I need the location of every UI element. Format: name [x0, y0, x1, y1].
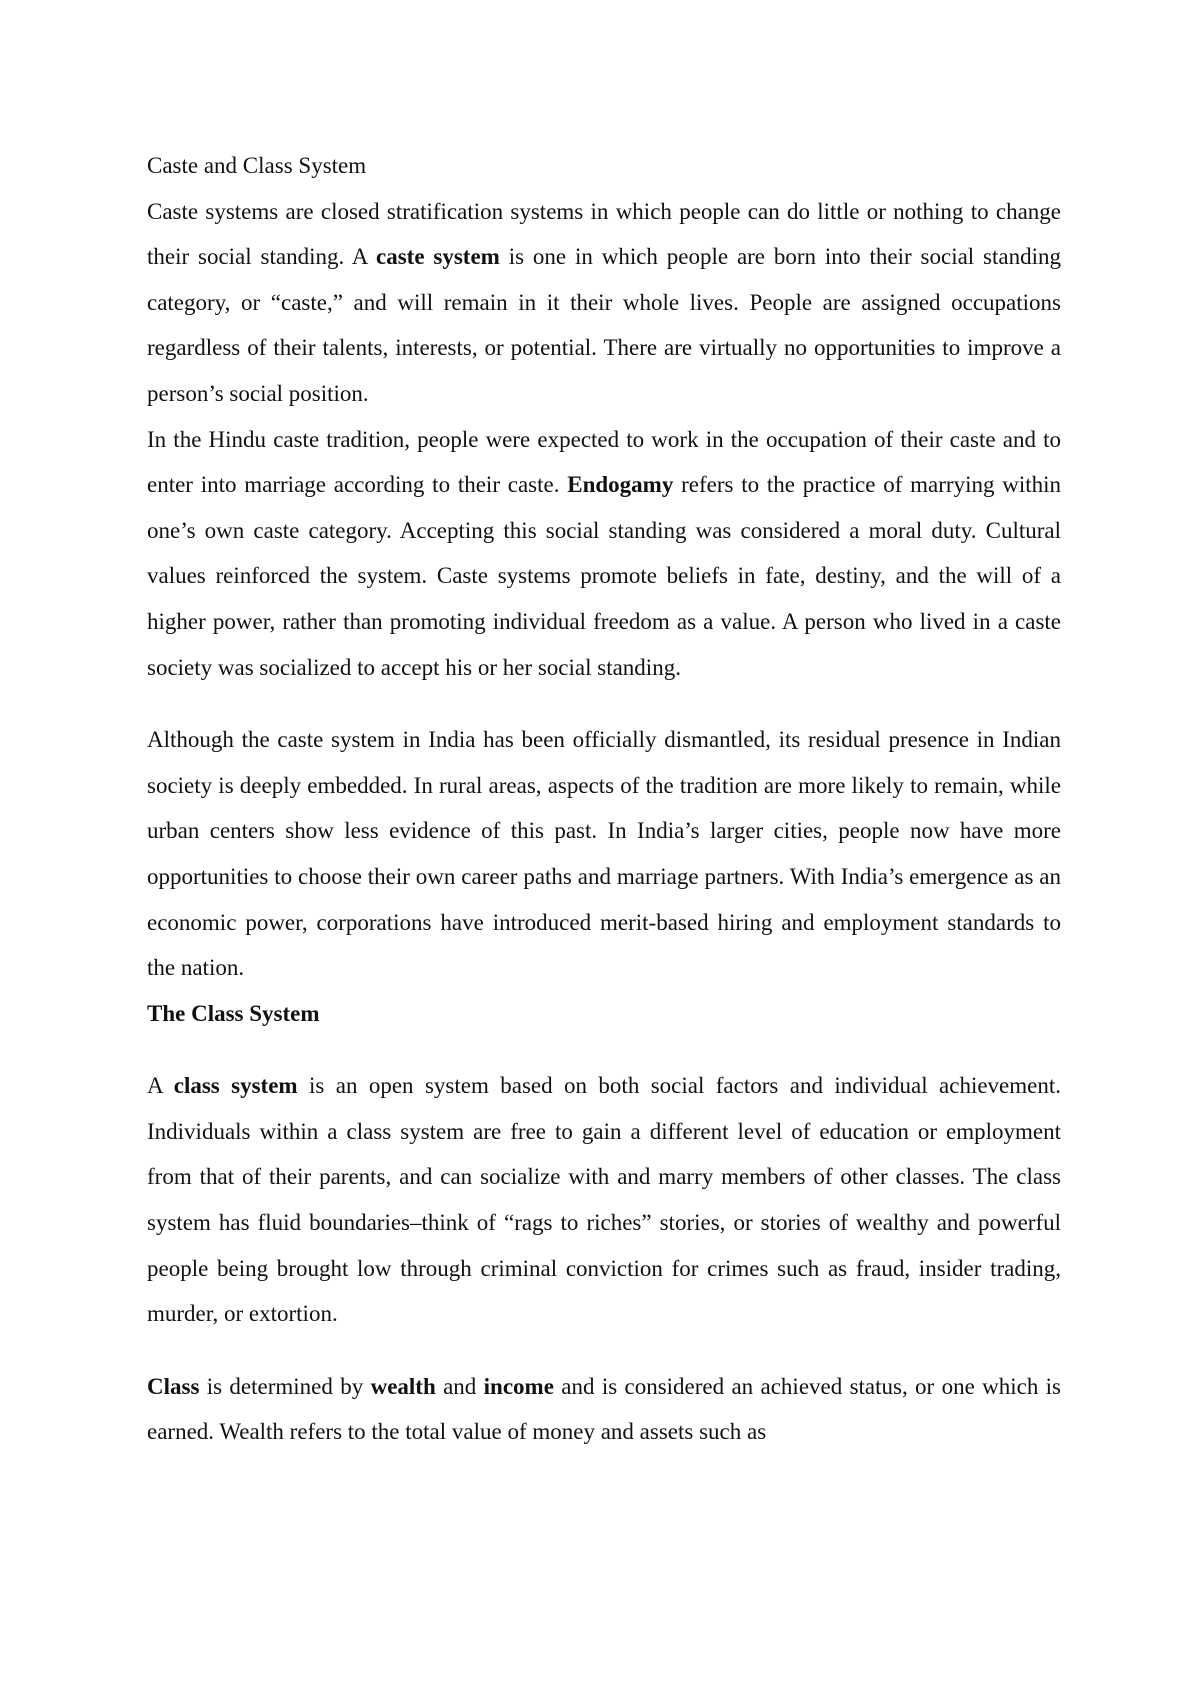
document-page — [147, 143, 1061, 1455]
term-wealth: wealth — [370, 1373, 436, 1399]
section-heading-class-system: The Class System — [147, 1000, 320, 1026]
term-endogamy: Endogamy — [567, 472, 674, 498]
document-title: Caste and Class System — [147, 153, 367, 178]
paragraph-text: refers to the practice of marrying within one’s own caste category. Accepting this social standing was considered a moral duty. Cultural values reinforced the system. Caste systems promote beliefs in fate, destiny, and the will of a higher power, rather than promoting individual freedom as a value. A person who lived in a caste society was socialized to accept his or her social standing. — [147, 472, 1062, 680]
paragraph-text: Caste systems are closed stratification systems in which people can do little or nothing to change their social standing. A — [147, 198, 1061, 270]
paragraph-caste-definition — [147, 189, 1061, 417]
term-caste-system: caste system — [376, 244, 500, 270]
paragraph-class-definition — [147, 1063, 1061, 1337]
paragraph-text: and is considered an achieved status, or one which is earned. Wealth refers to the total value of money and assets such as — [147, 1373, 1062, 1445]
paragraph-text: is an open system based on both social factors and individual achievement. Individuals within a class system are free to gain a different level of education or employment from that of their parents, and can socialize with and marry members of other classes. The class system has fluid boundaries–think of “rags to riches” stories, or stories of wealthy and powerful people being brought low through criminal conviction for crimes such as fraud, insider trading, murder, or extortion. — [147, 1073, 1061, 1327]
paragraph-text: is one in which people are born into their social standing category, or “caste,” and will remain in it their whole lives. People are assigned occupations regardless of their talents, interests, or potential. There are virtually no opportunities to improve a person’s social position. — [147, 244, 1061, 406]
paragraph-text: In the Hindu caste tradition, people were expected to work in the occupation of their caste and to enter into marriage according to their caste. — [147, 426, 1061, 498]
term-class-system: class system — [173, 1073, 298, 1099]
paragraph-hindu-tradition — [147, 417, 1061, 691]
term-class: Class — [147, 1373, 200, 1399]
paragraph-class-wealth-income — [147, 1364, 1061, 1455]
paragraph-india-dismantled: Although the caste system in India has been officially dismantled, its residual presence in Indian society is deeply embedded. In rural areas, aspects of the tradition are more likely to remain, while urban centers show less evidence of this past. In India’s larger cities, people now have more opportunities to choose their own career paths and marriage partners. With India’s emergence as an economic power, corporations have introduced merit-based hiring and employment standards to the nation. — [147, 727, 1061, 981]
term-income: income — [483, 1373, 554, 1399]
paragraph-text: is determined by — [199, 1373, 371, 1399]
paragraph-text: A — [147, 1073, 174, 1099]
paragraph-text: and — [435, 1373, 484, 1399]
